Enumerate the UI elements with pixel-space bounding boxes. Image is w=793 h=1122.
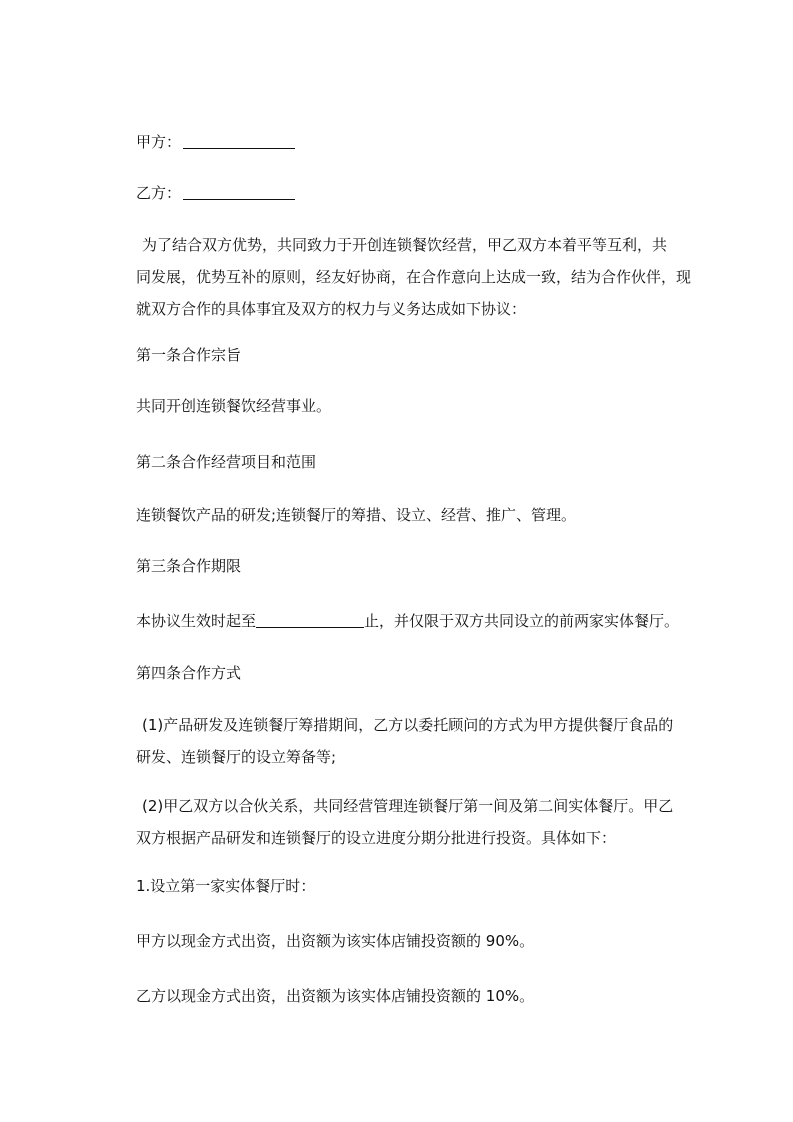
preamble-line: 同发展，优势互补的原则，经友好协商，在合作意向上达成一致，结为合作伙伴，现 [136, 268, 692, 286]
preamble-paragraph [136, 229, 706, 325]
article4-item1-line: (1)产品研发及连锁餐厅筹措期间，乙方以委托顾问的方式为甲方提供餐厅食品的 [142, 716, 674, 734]
article4-sub1-title: 1.设立第一家实体餐厅时： [136, 877, 316, 895]
article4-item2-line: 双方根据产品研发和连锁餐厅的设立进度分期分批进行投资。具体如下： [136, 829, 617, 847]
article2-title: 第二条合作经营项目和范围 [136, 453, 317, 471]
party-b-blank [183, 185, 295, 200]
article1-body: 共同开创连锁餐饮经营事业。 [136, 397, 332, 415]
article4-item2-line: (2)甲乙双方以合伙关系，共同经营管理连锁餐厅第一间及第二间实体餐厅。甲乙 [142, 797, 674, 815]
article4-title: 第四条合作方式 [136, 664, 242, 682]
article4-item2 [136, 790, 706, 854]
article3-body [136, 611, 679, 631]
article4-sub1-party-b: 乙方以现金方式出资，出资额为该实体店铺投资额的 10%。 [136, 987, 535, 1005]
article1-title: 第一条合作宗旨 [136, 346, 242, 364]
party-b-line [136, 183, 295, 203]
article3-term-blank [256, 613, 364, 628]
article2-body: 连锁餐饮产品的研发;连锁餐厅的筹措、设立、经营、推广、管理。 [136, 506, 577, 524]
article4-item1 [136, 709, 706, 773]
party-b-label: 乙方： [136, 184, 182, 202]
preamble-line: 就双方合作的具体事宜及双方的权力与义务达成如下协议： [136, 300, 527, 318]
article3-body-end: 止，并仅限于双方共同设立的前两家实体餐厅。 [364, 612, 680, 630]
article3-body-start: 本协议生效时起至 [136, 612, 257, 630]
party-a-label: 甲方： [136, 133, 182, 151]
party-a-line [136, 132, 295, 152]
party-a-blank [183, 134, 295, 149]
article3-title: 第三条合作期限 [136, 557, 242, 575]
article4-item1-line: 研发、连锁餐厅的设立筹备等; [136, 748, 337, 766]
article4-sub1-party-a: 甲方以现金方式出资，出资额为该实体店铺投资额的 90%。 [136, 932, 535, 950]
preamble-line: 为了结合双方优势，共同致力于开创连锁餐饮经营，甲乙双方本着平等互利，共 [142, 236, 668, 254]
